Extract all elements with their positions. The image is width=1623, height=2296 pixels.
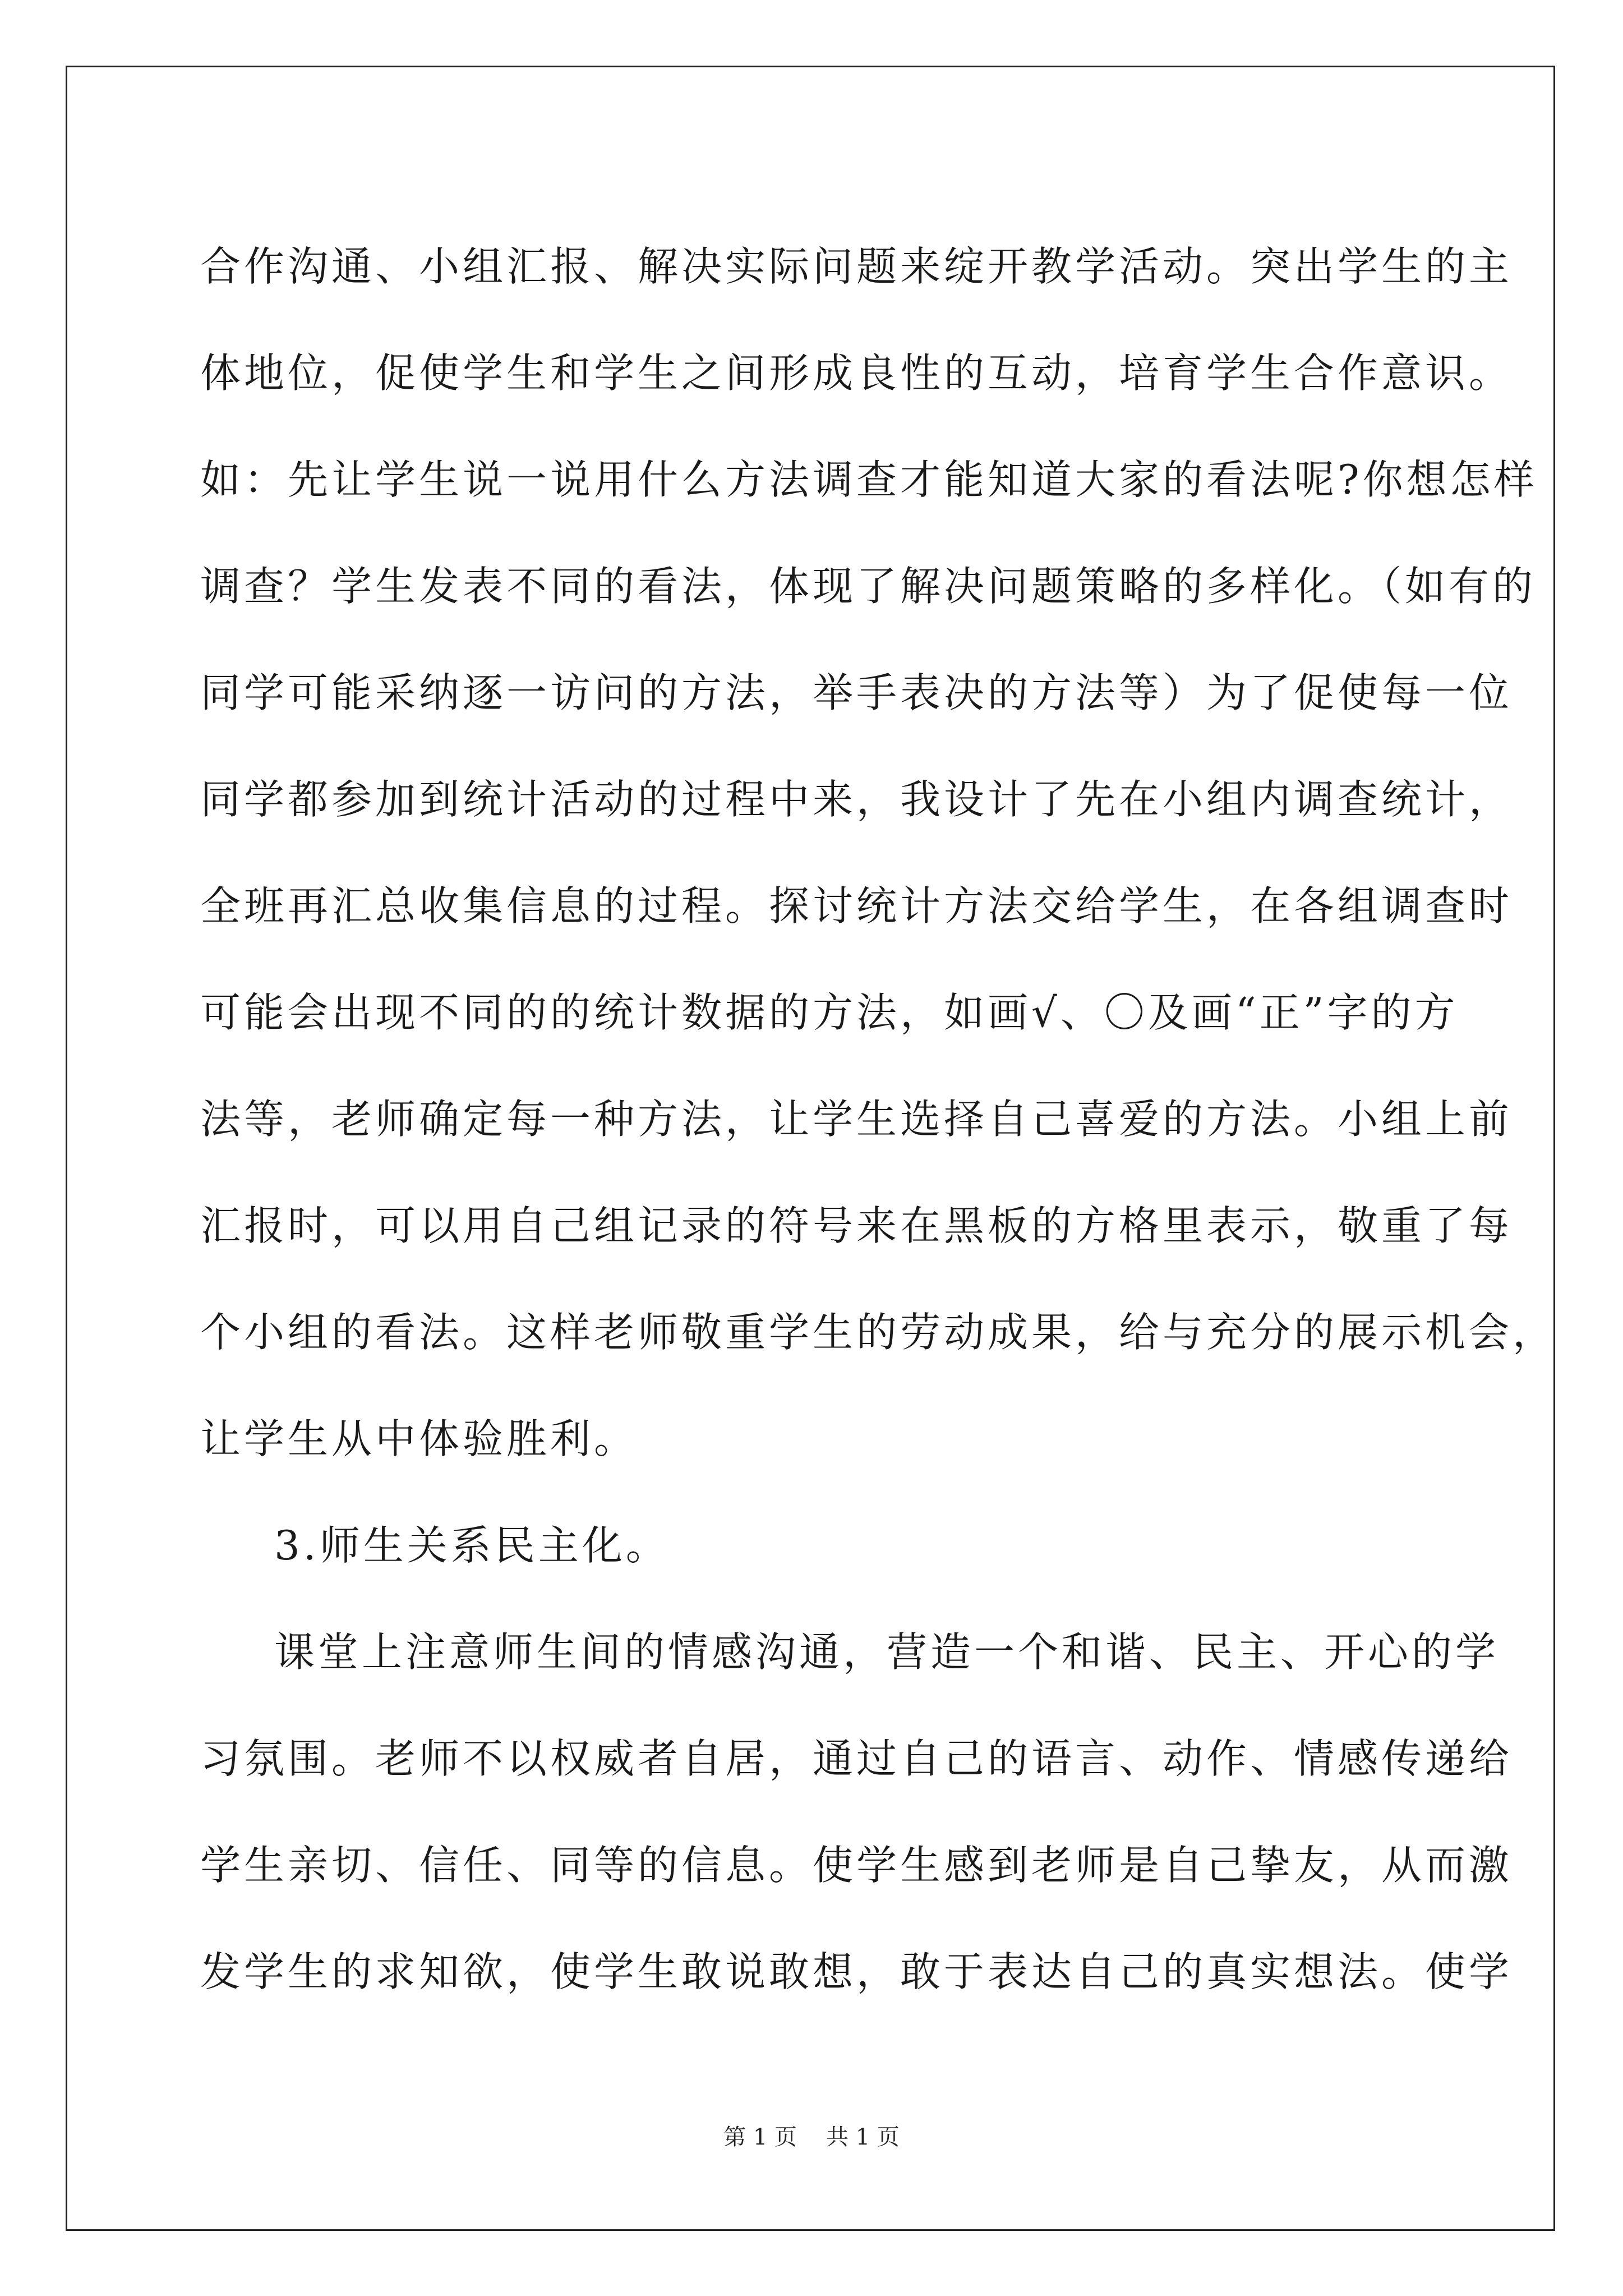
text-line: 可能会出现不同的的统计数据的方法，如画√、〇及画“正”字的方 [200, 989, 1459, 1036]
text-line: 课堂上注意师生间的情感沟通，营造一个和谐、民主、开心的学 [274, 1628, 1500, 1676]
text-line: 3.师生关系民主化。 [274, 1522, 670, 1569]
text-line: 发学生的求知欲，使学生敢说敢想，敢于表达自己的真实想法。使学 [200, 1948, 1513, 1995]
text-line: 如：先让学生说一说用什么方法调查才能知道大家的看法呢?你想怎样 [200, 456, 1538, 503]
text-line: 同学可能采纳逐一访问的方法，举手表决的方法等）为了促使每一位 [200, 669, 1513, 716]
text-line: 让学生从中体验胜利。 [200, 1415, 638, 1462]
page-number: 第 1 页 [723, 2124, 797, 2150]
text-line: 调查？学生发表不同的看法，体现了解决问题策略的多样化。（如有的 [200, 563, 1537, 610]
text-line: 同学都参加到统计活动的过程中来，我设计了先在小组内调查统计， [200, 776, 1513, 823]
text-line: 体地位，促使学生和学生之间形成良性的互动，培育学生合作意识。 [200, 349, 1513, 397]
page-total: 共 1 页 [826, 2124, 900, 2150]
text-line: 法等，老师确定每一种方法，让学生选择自己喜爱的方法。小组上前 [200, 1096, 1513, 1143]
text-line: 合作沟通、小组汇报、解决实际问题来绽开教学活动。突出学生的主 [200, 243, 1513, 290]
text-line: 个小组的看法。这样老师敬重学生的劳动成果，给与充分的展示机会， [200, 1309, 1557, 1356]
document-body [200, 213, 1557, 2025]
text-line: 全班再汇总收集信息的过程。探讨统计方法交给学生，在各组调查时 [200, 882, 1513, 930]
text-line: 习氛围。老师不以权威者自居，通过自己的语言、动作、情感传递给 [200, 1735, 1513, 1782]
text-line: 汇报时，可以用自己组记录的符号来在黑板的方格里表示，敬重了每 [200, 1202, 1513, 1249]
page-footer [0, 2119, 1623, 2151]
text-line: 学生亲切、信任、同等的信息。使学生感到老师是自己挚友，从而激 [200, 1842, 1513, 1889]
